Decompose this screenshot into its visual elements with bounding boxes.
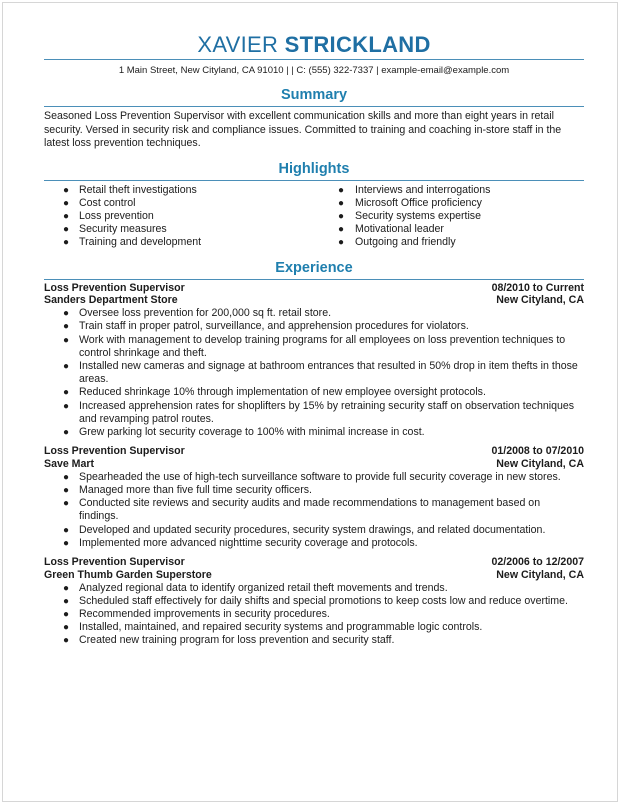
bullet-text: Train staff in proper patrol, surveillance, and apprehension procedures for violators. — [79, 320, 469, 333]
job-location: New Cityland, CA — [496, 457, 584, 470]
job-location: New Cityland, CA — [496, 568, 584, 581]
bullet-text: Interviews and interrogations — [355, 183, 491, 196]
bullet-dot-icon: ● — [63, 184, 70, 196]
bullet-text: Cost control — [79, 196, 136, 209]
bullet-dot-icon: ● — [338, 184, 345, 196]
bullet-text: Oversee loss prevention for 200,000 sq ft. retail store. — [79, 307, 332, 320]
bullet-item — [44, 400, 584, 426]
bullet-item — [44, 524, 584, 537]
bullet-dot-icon: ● — [63, 498, 70, 510]
job-header-row — [44, 282, 584, 295]
bullet-text: Analyzed regional data to identify organized retail theft movements and trends. — [79, 581, 448, 594]
bullet-text: Installed, maintained, and repaired security systems and programmable logic controls. — [79, 621, 483, 634]
bullet-text: Recommended improvements in security procedures. — [79, 607, 330, 620]
highlights-heading: Highlights — [278, 160, 350, 177]
bullet-dot-icon: ● — [63, 524, 70, 536]
highlights-rule — [44, 180, 584, 181]
bullet-dot-icon: ● — [338, 224, 345, 236]
bullet-dot-icon: ● — [63, 426, 70, 438]
bullet-dot-icon: ● — [338, 210, 345, 222]
job-header-row — [44, 294, 584, 307]
highlights-right-column — [314, 184, 584, 250]
job-dates: 08/2010 to Current — [491, 281, 584, 294]
experience-rule — [44, 279, 584, 280]
bullet-item — [44, 320, 584, 333]
header-rule — [44, 59, 584, 60]
experience-heading: Experience — [275, 259, 353, 276]
job-title: Loss Prevention Supervisor — [44, 555, 185, 568]
first-name: XAVIER — [197, 32, 279, 57]
bullet-item — [44, 634, 584, 647]
job-header-row — [44, 569, 584, 582]
bullet-item — [44, 307, 584, 320]
job-location: New Cityland, CA — [496, 294, 584, 307]
bullet-text: Security systems expertise — [355, 209, 481, 222]
bullet-text: Motivational leader — [355, 223, 444, 236]
bullet-dot-icon: ● — [63, 387, 70, 399]
bullet-dot-icon: ● — [63, 210, 70, 222]
bullet-text: Managed more than five full time security officers. — [79, 483, 312, 496]
job-entry — [44, 282, 584, 440]
bullet-item — [44, 197, 314, 210]
bullet-item — [44, 497, 584, 523]
bullet-text: Spearheaded the use of high-tech surveillance software to provide full security coverage in new stores. — [79, 470, 561, 483]
bullet-item — [314, 197, 584, 210]
bullet-item — [44, 236, 314, 249]
bullet-text: Increased apprehension rates for shoplifters by 15% by retraining security staff on observation techniques and revamping patrol routes. — [79, 399, 575, 425]
bullet-text: Security measures — [79, 223, 167, 236]
bullet-item — [44, 608, 584, 621]
bullet-item — [314, 210, 584, 223]
bullet-item — [44, 210, 314, 223]
summary-text: Seasoned Loss Prevention Supervisor with excellent communication skills and more than eight years in retail security. Versed in security risk and compliance issues. Committed to training and coaching in-store staff in the latest loss prevention techniques. — [44, 110, 562, 149]
bullet-item — [44, 334, 584, 360]
bullet-text: Developed and updated security procedures, security system drawings, and related documentation. — [79, 523, 546, 536]
job-entry — [44, 445, 584, 550]
summary-rule — [44, 106, 584, 107]
bullet-item — [44, 223, 314, 236]
bullet-dot-icon: ● — [63, 595, 70, 607]
bullet-dot-icon: ● — [63, 400, 70, 412]
job-entry — [44, 556, 584, 648]
bullet-dot-icon: ● — [338, 197, 345, 209]
job-title: Loss Prevention Supervisor — [44, 281, 185, 294]
bullet-item — [44, 484, 584, 497]
job-duties-list — [44, 471, 584, 550]
bullet-dot-icon: ● — [63, 537, 70, 549]
bullet-item — [44, 582, 584, 595]
company-name: Save Mart — [44, 457, 95, 470]
bullet-dot-icon: ● — [338, 237, 345, 249]
bullet-text: Retail theft investigations — [79, 183, 197, 196]
highlights-left-column — [44, 184, 314, 250]
bullet-item — [314, 184, 584, 197]
bullet-dot-icon: ● — [63, 197, 70, 209]
resume-content — [44, 31, 584, 648]
bullet-text: Microsoft Office proficiency — [355, 196, 482, 209]
bullet-item — [44, 595, 584, 608]
bullet-item — [44, 621, 584, 634]
highlights-list — [44, 184, 584, 250]
bullet-dot-icon: ● — [63, 471, 70, 483]
bullet-dot-icon: ● — [63, 308, 70, 320]
bullet-dot-icon: ● — [63, 237, 70, 249]
bullet-text: Scheduled staff effectively for daily shifts and special promotions to keep costs low and reduce overtime. — [79, 594, 568, 607]
bullet-dot-icon: ● — [63, 224, 70, 236]
resume-page — [2, 2, 618, 802]
bullet-dot-icon: ● — [63, 321, 70, 333]
bullet-dot-icon: ● — [63, 484, 70, 496]
bullet-dot-icon: ● — [63, 582, 70, 594]
bullet-text: Loss prevention — [79, 209, 154, 222]
experience-list — [44, 282, 584, 648]
bullet-item — [314, 223, 584, 236]
last-name: STRICKLAND — [284, 32, 431, 57]
bullet-dot-icon: ● — [63, 360, 70, 372]
bullet-dot-icon: ● — [63, 334, 70, 346]
job-dates: 01/2008 to 07/2010 — [491, 445, 584, 458]
bullet-dot-icon: ● — [63, 608, 70, 620]
bullet-item — [44, 386, 584, 399]
bullet-item — [44, 426, 584, 439]
company-name: Sanders Department Store — [44, 294, 178, 307]
job-duties-list — [44, 582, 584, 648]
bullet-item — [314, 236, 584, 249]
bullet-text: Installed new cameras and signage at bathroom entrances that resulted in 50% drop in item thefts in those areas. — [79, 359, 578, 386]
job-dates: 02/2006 to 12/2007 — [491, 555, 584, 568]
bullet-dot-icon: ● — [63, 622, 70, 634]
job-duties-list — [44, 307, 584, 439]
bullet-text: Work with management to develop training programs for all employees on loss prevention techniques to control shrinkage and theft. — [79, 333, 566, 359]
bullet-dot-icon: ● — [63, 635, 70, 647]
bullet-item — [44, 537, 584, 550]
bullet-text: Training and development — [79, 236, 202, 249]
job-title: Loss Prevention Supervisor — [44, 445, 185, 458]
bullet-text: Conducted site reviews and security audits and made recommendations to management based on findings. — [79, 497, 541, 523]
bullet-text: Outgoing and friendly — [355, 236, 456, 249]
bullet-item — [44, 471, 584, 484]
job-header-row — [44, 445, 584, 458]
summary-heading: Summary — [280, 87, 348, 103]
bullet-text: Reduced shrinkage 10% through implementation of new employee oversight protocols. — [79, 386, 486, 399]
job-header-row — [44, 556, 584, 569]
bullet-text: Grew parking lot security coverage to 100% with minimal increase in cost. — [79, 425, 425, 438]
bullet-item — [44, 184, 314, 197]
bullet-item — [44, 360, 584, 386]
applicant-name — [44, 31, 584, 59]
company-name: Green Thumb Garden Superstore — [44, 568, 212, 581]
bullet-text: Implemented more advanced nighttime security coverage and protocols. — [79, 536, 418, 549]
bullet-text: Created new training program for loss prevention and security staff. — [79, 634, 395, 647]
contact-line: 1 Main Street, New Cityland, CA 91010 | | C: (555) 322-7337 | example-email@example.com — [118, 65, 510, 76]
job-header-row — [44, 458, 584, 471]
